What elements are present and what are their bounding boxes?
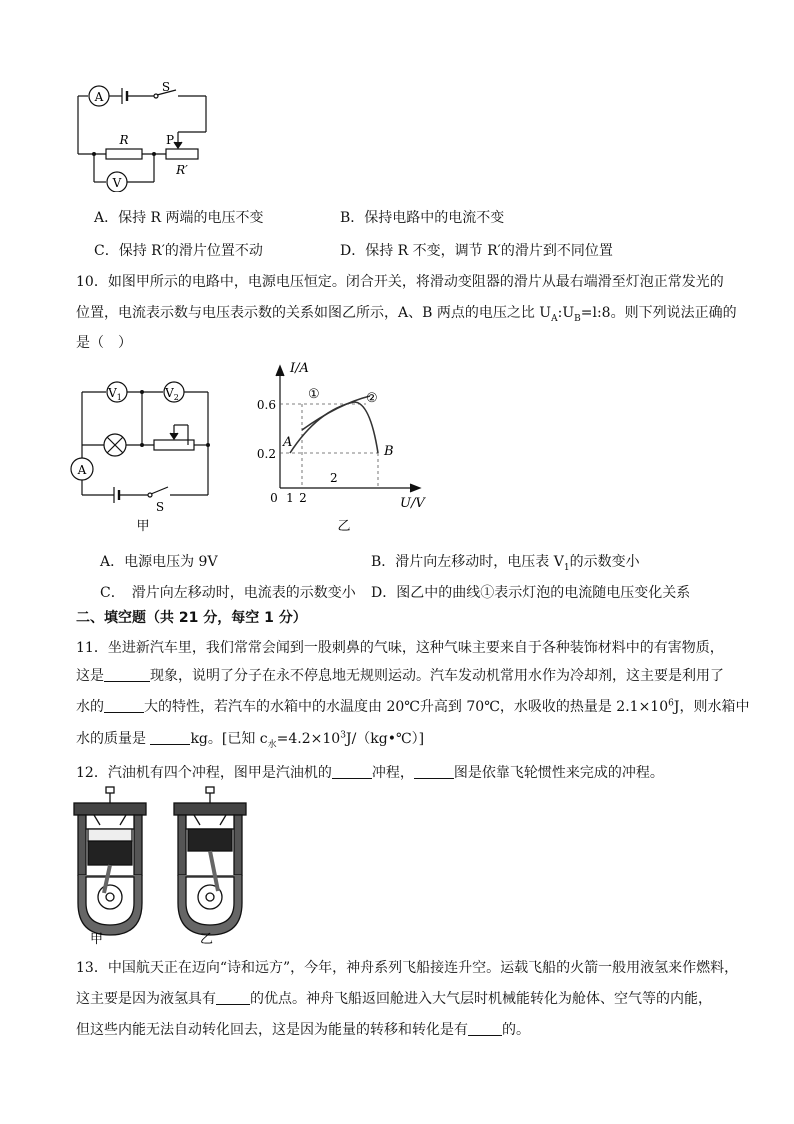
q9-option-a: A．保持 R 两端的电压不变: [94, 210, 264, 226]
engine-diagram-yi: [170, 785, 250, 945]
y-axis-label: I/A: [290, 361, 309, 376]
q10-option-c: C． 滑片向左移动时，电流表的示数变小: [100, 585, 356, 601]
q10-option-a: A．电源电压为 9V: [100, 554, 218, 570]
x-tick-2: 2: [299, 491, 307, 505]
q9-option-d: D．保持 R 不变，调节 R′的滑片到不同位置: [340, 243, 613, 259]
caption-yi: 乙: [200, 932, 214, 945]
q11-line-4: 水的质量是 kg。[已知 $c_水=4.2\times 10^3J/(kg•℃)$]: [76, 730, 425, 750]
curve-2-label: ②: [366, 391, 378, 406]
q10-line-2: 位置，电流表示数与电压表示数的关系如图乙所示，A、B 两点的电压之比 $U_A:U_B=l:8$。则下列说法正确的: [76, 305, 737, 324]
x-tick-1: 1: [286, 491, 294, 505]
answer-blank[interactable]: [150, 730, 190, 745]
v2-label: $V_2$: [165, 386, 179, 402]
q12-line: 12．汽油机有四个冲程，图甲是汽油机的 冲程， 图是依靠飞轮惯性来完成的冲程。: [76, 765, 664, 781]
q9-option-b: B．保持电路中的电流不变: [340, 210, 505, 226]
caption-jia: 甲: [90, 932, 104, 945]
slider-label: P: [165, 133, 175, 147]
q10-line-3: 是（ ）: [76, 335, 132, 351]
ammeter-label: A: [77, 463, 87, 477]
point-b-label: B: [384, 444, 394, 459]
x-tick-0: 0: [270, 491, 278, 505]
answer-blank[interactable]: [216, 990, 250, 1005]
circuit-diagram-jia: [68, 370, 218, 535]
point-a-label: A: [283, 435, 293, 450]
resistor-label: R: [119, 133, 129, 147]
answer-blank[interactable]: [104, 667, 150, 682]
y-tick-0.6: 0.6: [256, 398, 276, 412]
circuit-diagram-1: [70, 80, 215, 192]
curve-1-label: ①: [308, 387, 320, 402]
caption-jia: 甲: [136, 519, 150, 534]
answer-blank[interactable]: [468, 1021, 502, 1036]
q10-line-1: 10．如图甲所示的电路中，电源电压恒定。闭合开关，将滑动变阻器的滑片从最右端滑至灯泡正常发光的: [76, 274, 724, 290]
y-tick-0.2: 0.2: [256, 447, 276, 461]
q13-line-2: 这主要是因为液氢具有 的优点。神舟飞船返回舱进入大气层时机械能转化为舱体、空气等的内能，: [76, 991, 712, 1007]
switch-label: S: [161, 80, 171, 94]
v1-label: $V_1$: [108, 386, 122, 402]
q9-option-c: C．保持 R′的滑片位置不动: [94, 243, 263, 259]
q13-line-1: 13．中国航天正在迈向“诗和远方”，今年，神舟系列飞船接连升空。运载飞船的火箭一般用液氢来作燃料，: [76, 960, 739, 976]
voltmeter-label: V: [112, 176, 122, 190]
q13-line-3: 但这些内能无法自动转化回去，这是因为能量的转移和转化是有 的。: [76, 1022, 530, 1038]
q11-line-2: 这是 现象，说明了分子在永不停息地无规则运动。汽车发动机常用水作为冷却剂，这主要是利用了: [76, 668, 724, 684]
mid-label: 2: [330, 471, 338, 485]
switch-label: S: [155, 500, 165, 514]
answer-blank[interactable]: [104, 698, 144, 713]
q10-option-b: B．滑片向左移动时，电压表 $V_1$的示数变小: [371, 554, 640, 573]
engine-diagram-jia: [70, 785, 150, 945]
q10-option-d: D．图乙中的曲线①表示灯泡的电流随电压变化关系: [371, 585, 691, 601]
ammeter-label: A: [94, 90, 104, 104]
answer-blank[interactable]: [332, 764, 372, 779]
caption-yi: 乙: [337, 519, 351, 534]
answer-blank[interactable]: [414, 764, 454, 779]
rheostat-label: R′: [176, 163, 188, 177]
q11-line-1: 11．坐进新汽车里，我们常常会闻到一股刺鼻的气味，这种气味主要来自于各种装饰材料中的有害物质，: [76, 640, 724, 656]
iv-graph-yi: [248, 358, 438, 538]
q11-line-3: 水的 大的特性，若汽车的水箱中的水温度由 20℃升高到 70℃，水吸收的热量是 $2.1\times 10^6J$，则水箱中: [76, 698, 750, 715]
x-axis-label: U/V: [400, 496, 425, 511]
section-heading: 二、填空题（共 21 分，每空 1 分）: [76, 610, 307, 626]
